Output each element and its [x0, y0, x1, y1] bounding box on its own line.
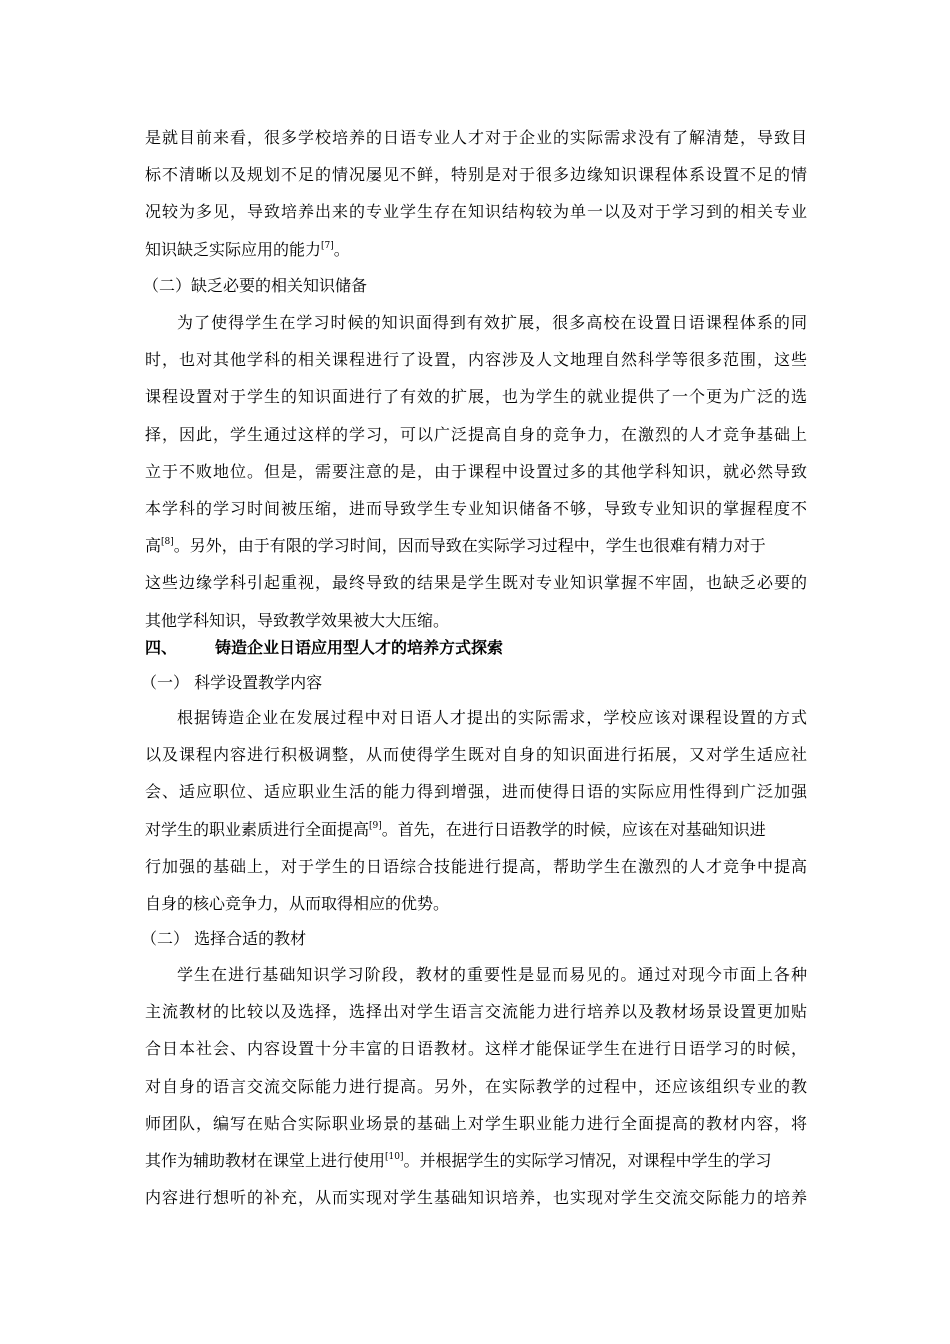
text-line: 内容进行想听的补充，从而实现对学生基础知识培养，也实现对学生交流交际能力的培养 — [145, 1188, 807, 1208]
text-line: 这些边缘学科引起重视，最终导致的结果是学生既对专业知识掌握不牢固，也缺乏必要的 — [145, 573, 807, 593]
citation-ref: [7] — [321, 240, 334, 251]
text-run: 。首先，在进行日语教学的时候，应该在对基础知识进 — [381, 819, 766, 839]
citation-ref: [10] — [385, 1151, 404, 1162]
citation-ref: [9] — [369, 820, 382, 831]
section-number: 四、 — [145, 638, 178, 657]
text-line: 标不清晰以及规划不足的情况屡见不鲜，特别是对于很多边缘知识课程体系设置不足的情 — [145, 165, 807, 185]
text-run: 。 — [333, 239, 350, 259]
subsection-title: 选择合适的教材 — [194, 929, 307, 948]
text-line: 师团队，编写在贴合实际职业场景的基础上对学生职业能力进行全面提高的教材内容，将 — [145, 1113, 807, 1133]
section-title: 铸造企业日语应用型人才的培养方式探索 — [215, 638, 504, 657]
text-line: 会、适应职位、适应职业生活的能力得到增强，进而使得日语的实际应用性得到广泛加强 — [145, 782, 807, 802]
text-line: 本学科的学习时间被压缩，进而导致学生专业知识储备不够，导致专业知识的掌握程度不 — [145, 498, 807, 518]
section-heading — [145, 629, 503, 666]
text-line — [145, 231, 807, 268]
text-line: 学生在进行基础知识学习阶段，教材的重要性是显而易见的。通过对现今市面上各种 — [177, 965, 807, 984]
text-run: 。并根据学生的实际学习情况，对课程中学生的学习 — [403, 1150, 772, 1170]
text-line: 合日本社会、内容设置十分丰富的日语教材。这样才能保证学生在进行日语学习的时候， — [145, 1039, 807, 1059]
text-line: 时，也对其他学科的相关课程进行了设置，内容涉及人文地理自然科学等很多范围，这些 — [145, 350, 807, 370]
paragraph-2 — [145, 304, 807, 639]
text-line: 根据铸造企业在发展过程中对日语人才提出的实际需求，学校应该对课程设置的方式 — [177, 708, 807, 727]
text-line: 择，因此，学生通过这样的学习，可以广泛提高自身的竞争力，在激烈的人才竞争基础上 — [145, 424, 807, 444]
text-line: 为了使得学生在学习时候的知识面得到有效扩展，很多高校在设置日语课程体系的同 — [177, 313, 807, 332]
subsection-heading: （二）缺乏必要的相关知识储备 — [143, 276, 368, 295]
text-line: 行加强的基础上，对于学生的日语综合技能进行提高，帮助学生在激烈的人才竞争中提高 — [145, 856, 807, 876]
text-line: 其他学科知识，导致教学效果被大大压缩。 — [145, 610, 450, 630]
text-line — [145, 527, 807, 564]
text-line: 自身的核心竞争力，从而取得相应的优势。 — [145, 893, 450, 913]
text-line: 况较为多见，导致培养出来的专业学生存在知识结构较为单一以及对于学习到的相关专业 — [145, 202, 807, 222]
paragraph-3 — [145, 699, 807, 922]
text-run: 。另外，由于有限的学习时间，因而导致在实际学习过程中，学生也很难有精力对于 — [173, 536, 766, 556]
text-run: 高 — [145, 536, 162, 556]
subsection-title: 科学设置教学内容 — [194, 673, 323, 692]
text-line: 立于不败地位。但是，需要注意的是，由于课程中设置过多的其他学科知识，就必然导致 — [145, 461, 807, 481]
subsection-number: （一） — [141, 673, 190, 692]
text-line: 课程设置对于学生的知识面进行了有效的扩展，也为学生的就业提供了一个更为广泛的选 — [145, 387, 807, 407]
text-line: 对自身的语言交流交际能力进行提高。另外，在实际教学的过程中，还应该组织专业的教 — [145, 1076, 807, 1096]
paragraph-1 — [145, 119, 807, 268]
text-line — [145, 1142, 807, 1179]
text-run: 知识缺乏实际应用的能力 — [145, 239, 322, 259]
text-line: 是就目前来看，很多学校培养的日语专业人才对于企业的实际需求没有了解清楚，导致目 — [145, 128, 807, 147]
text-run: 其作为辅助教材在课堂上进行使用 — [145, 1150, 386, 1170]
paragraph-4 — [145, 956, 807, 1216]
citation-ref: [8] — [161, 537, 174, 548]
text-line: 主流教材的比较以及选择，选择出对学生语言交流能力进行培养以及教材场景设置更加贴 — [145, 1002, 807, 1022]
text-line — [145, 811, 807, 848]
subsection-heading — [141, 664, 322, 701]
text-run: 对学生的职业素质进行全面提高 — [145, 819, 370, 839]
subsection-heading — [141, 920, 306, 957]
subsection-number: （二） — [141, 929, 190, 948]
text-line: 以及课程内容进行积极调整，从而使得学生既对自身的知识面进行拓展，又对学生适应社 — [145, 745, 807, 765]
